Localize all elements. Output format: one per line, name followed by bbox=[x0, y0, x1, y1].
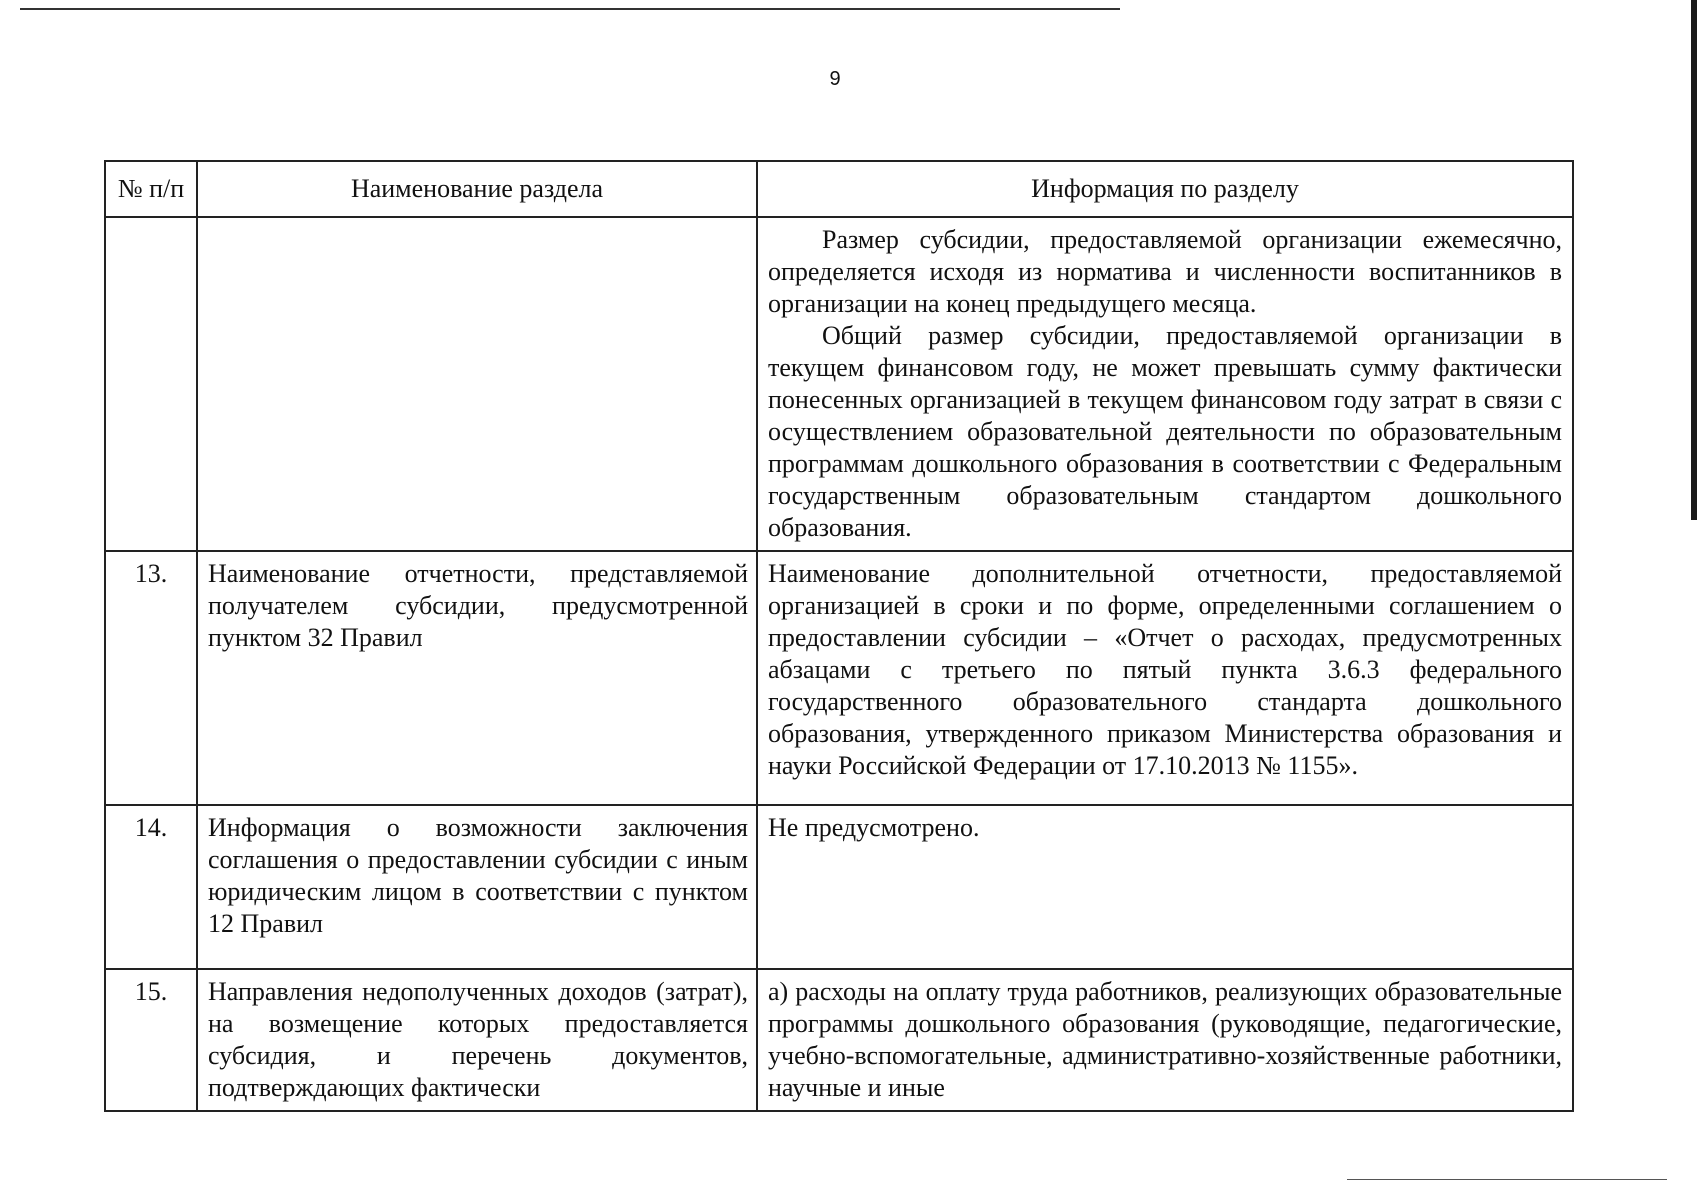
row-number: 13. bbox=[105, 551, 197, 805]
row-section-info: Не предусмотрено. bbox=[757, 805, 1573, 969]
row-number: 14. bbox=[105, 805, 197, 969]
table-row bbox=[105, 805, 1573, 969]
sections-table bbox=[104, 160, 1574, 1112]
table-row bbox=[105, 551, 1573, 805]
table-row bbox=[105, 969, 1573, 1111]
header-section-name: Наименование раздела bbox=[197, 161, 757, 217]
row-section-name bbox=[197, 217, 757, 551]
row-section-info bbox=[757, 969, 1573, 1111]
row-section-info: Наименование дополнительной отчетности, предоставляемой организацией в сроки и по форме, определенными соглашением о предоставлении субсидии – «Отчет о расходах, предусмотренных абзацами с третьего по пятый пункта 3.6.3 федерального государственного образовательного стандарта дошкольного образования, утвержденного приказом Министерства образования и науки Российской Федерации от 17.10.2013 № 1155». bbox=[757, 551, 1573, 805]
info-paragraph: Общий размер субсидии, предоставляемой организации в текущем финансовом году, не может превышать сумму фактически понесенных организацией в текущем финансовом году затрат в связи с осуществлением образовательной деятельности по образовательным программам дошкольного образования в соответствии с Федеральным государственным образовательным стандартом дошкольного образования. bbox=[768, 321, 1562, 542]
table-header-row bbox=[105, 161, 1573, 217]
row-section-info-text: а) расходы на оплату труда работников, реализующих образовательные программы дошкольного образования (руководящие, педагогические, учебно-вспомогательные, административно-хозяйственные работники, научные и иные bbox=[768, 977, 1562, 1102]
row-number bbox=[105, 217, 197, 551]
table-row-continued bbox=[105, 217, 1573, 551]
page-number: 9 bbox=[829, 68, 841, 90]
scan-border-line-top bbox=[20, 8, 1120, 10]
header-section-info: Информация по разделу bbox=[757, 161, 1573, 217]
header-num: № п/п bbox=[105, 161, 197, 217]
row-section-name: Информация о возможности заключения соглашения о предоставлении субсидии с иным юридическим лицом в соответствии с пунктом 12 Правил bbox=[197, 805, 757, 969]
row-section-info bbox=[757, 217, 1573, 551]
row-section-name bbox=[197, 969, 757, 1111]
row-section-name-text: Направления недополученных доходов (затрат), на возмещение которых предоставляется субсидия, и перечень документов, подтверждающих фактически bbox=[208, 977, 748, 1102]
scan-border-line-bottom bbox=[1347, 1179, 1667, 1180]
row-number: 15. bbox=[105, 969, 197, 1111]
row-section-name: Наименование отчетности, представляемой получателем субсидии, предусмотренной пунктом 32 Правил bbox=[197, 551, 757, 805]
scan-edge-right bbox=[1691, 0, 1697, 520]
info-paragraph: Размер субсидии, предоставляемой организации ежемесячно, определяется исходя из норматива и численности воспитанников в организации на конец предыдущего месяца. bbox=[768, 225, 1562, 318]
